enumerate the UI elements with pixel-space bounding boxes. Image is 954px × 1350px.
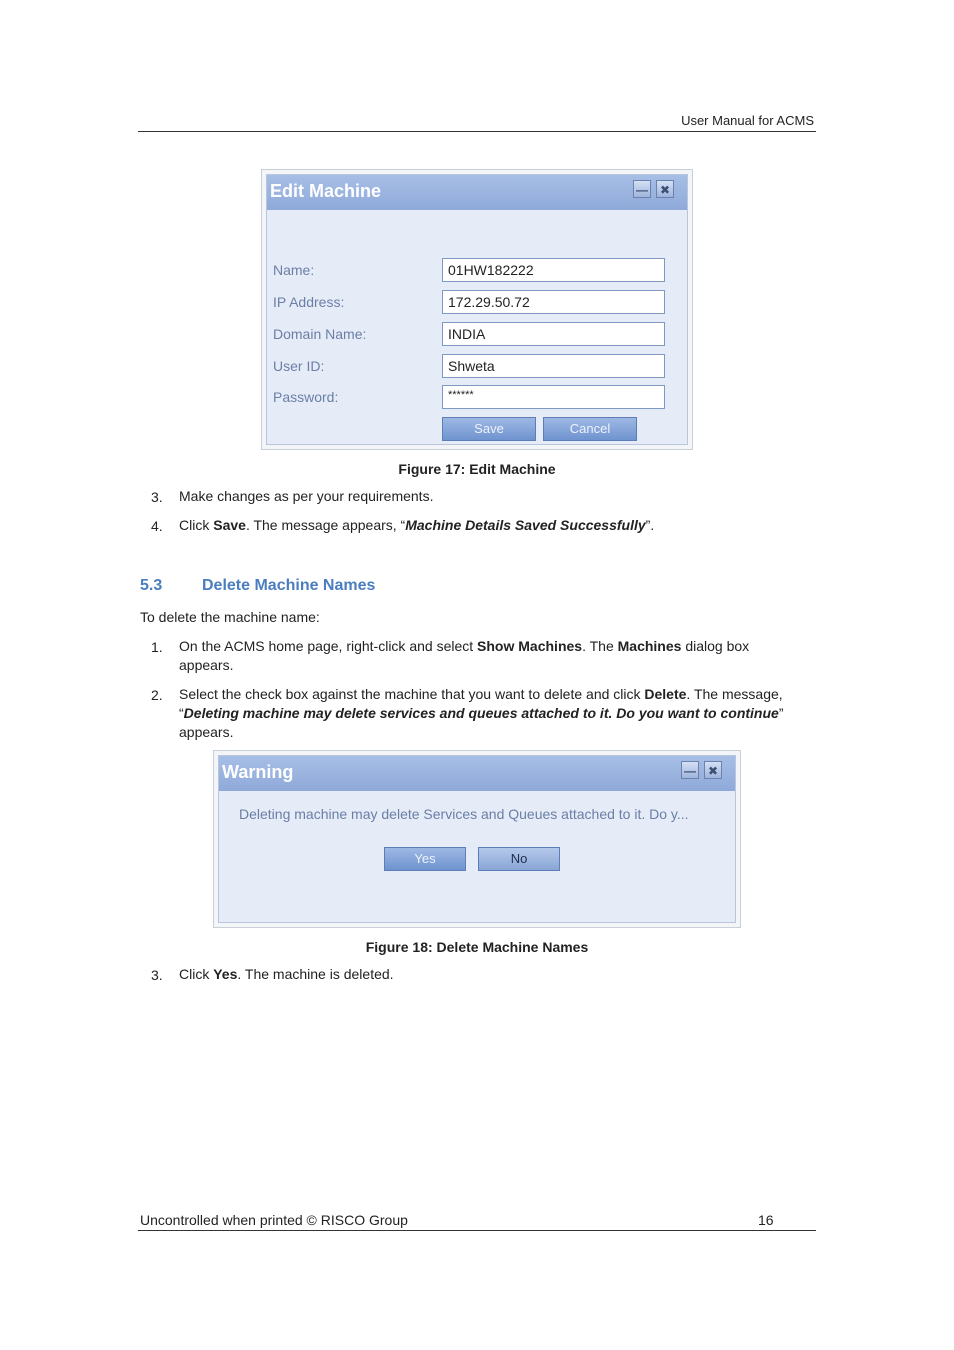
dialog-titlebar — [267, 175, 687, 210]
section-title: Delete Machine Names — [202, 577, 376, 594]
step-text-continued: appears. — [179, 657, 234, 673]
edit-machine-figure — [261, 169, 693, 450]
warning-figure — [213, 750, 741, 928]
text-run: Click — [179, 966, 214, 982]
dialog-titlebar — [219, 756, 735, 791]
minimize-icon[interactable]: — — [681, 761, 699, 779]
minimize-icon[interactable]: — — [633, 180, 651, 198]
ui-term: Show Machines — [477, 638, 583, 654]
name-field[interactable]: 01HW182222 — [442, 258, 665, 282]
password-field[interactable]: ****** — [442, 385, 665, 409]
text-run: “ — [179, 705, 184, 721]
warning-dialog — [218, 755, 736, 923]
step-text: Make changes as per your requirements. — [179, 488, 434, 504]
step-number: 3. — [151, 489, 163, 505]
step-text-continued — [179, 704, 783, 723]
ui-term: Machines — [617, 638, 682, 654]
ui-term: Save — [213, 517, 246, 533]
no-button[interactable]: No — [478, 847, 560, 871]
user-id-label: User ID: — [273, 358, 325, 374]
close-icon[interactable]: ✖ — [704, 761, 722, 779]
figure-18-caption: Figure 18: Delete Machine Names — [365, 939, 589, 955]
text-run: ” — [778, 705, 784, 721]
text-run: On the ACMS home page, right-click and select — [179, 638, 478, 654]
page-number: 16 — [758, 1212, 774, 1228]
dialog-title: Warning — [222, 762, 294, 782]
text-run: Select the check box against the machine that you want to delete and click — [179, 686, 645, 702]
step-text — [179, 516, 654, 535]
password-label: Password: — [273, 389, 339, 405]
name-label: Name: — [273, 262, 315, 278]
step-number: 2. — [151, 687, 163, 703]
ip-address-field[interactable]: 172.29.50.72 — [442, 290, 665, 314]
user-id-field[interactable]: Shweta — [442, 354, 665, 378]
text-run: . The machine is deleted. — [237, 966, 394, 982]
figure-17-caption: Figure 17: Edit Machine — [398, 461, 556, 477]
domain-name-label: Domain Name: — [273, 326, 367, 342]
save-button[interactable]: Save — [442, 417, 536, 441]
footer-rule — [138, 1230, 816, 1231]
close-icon[interactable]: ✖ — [656, 180, 674, 198]
step-number: 4. — [151, 518, 163, 534]
text-run: ”. — [645, 517, 655, 533]
intro-text: To delete the machine name: — [140, 609, 320, 625]
cancel-button[interactable]: Cancel — [543, 417, 637, 441]
header-rule — [138, 131, 816, 132]
quoted-message: Machine Details Saved Successfully — [405, 517, 646, 533]
text-run: dialog box — [681, 638, 750, 654]
warning-message: Deleting machine may delete Services and Queues attached to it. Do y... — [239, 806, 689, 822]
dialog-title: Edit Machine — [270, 181, 382, 201]
running-header: User Manual for ACMS — [681, 113, 814, 128]
ui-term: Delete — [644, 686, 687, 702]
step-text-continued: appears. — [179, 724, 234, 740]
section-number: 5.3 — [140, 577, 163, 594]
quoted-message: Deleting machine may delete services and queues attached to it. Do you want to continue — [183, 705, 779, 721]
step-number: 1. — [151, 639, 163, 655]
text-run: . The message appears, “ — [245, 517, 406, 533]
yes-button[interactable]: Yes — [384, 847, 466, 871]
text-run: . The — [582, 638, 618, 654]
text-run: Click — [179, 517, 214, 533]
ui-term: Yes — [213, 966, 238, 982]
domain-name-field[interactable]: INDIA — [442, 322, 665, 346]
footer-text: Uncontrolled when printed © RISCO Group — [140, 1212, 408, 1228]
step-text — [179, 965, 394, 984]
edit-machine-dialog — [266, 174, 688, 445]
step-text — [179, 637, 749, 656]
step-number: 3. — [151, 967, 163, 983]
text-run: . The message, — [686, 686, 783, 702]
step-text — [179, 685, 783, 704]
ip-address-label: IP Address: — [273, 294, 345, 310]
